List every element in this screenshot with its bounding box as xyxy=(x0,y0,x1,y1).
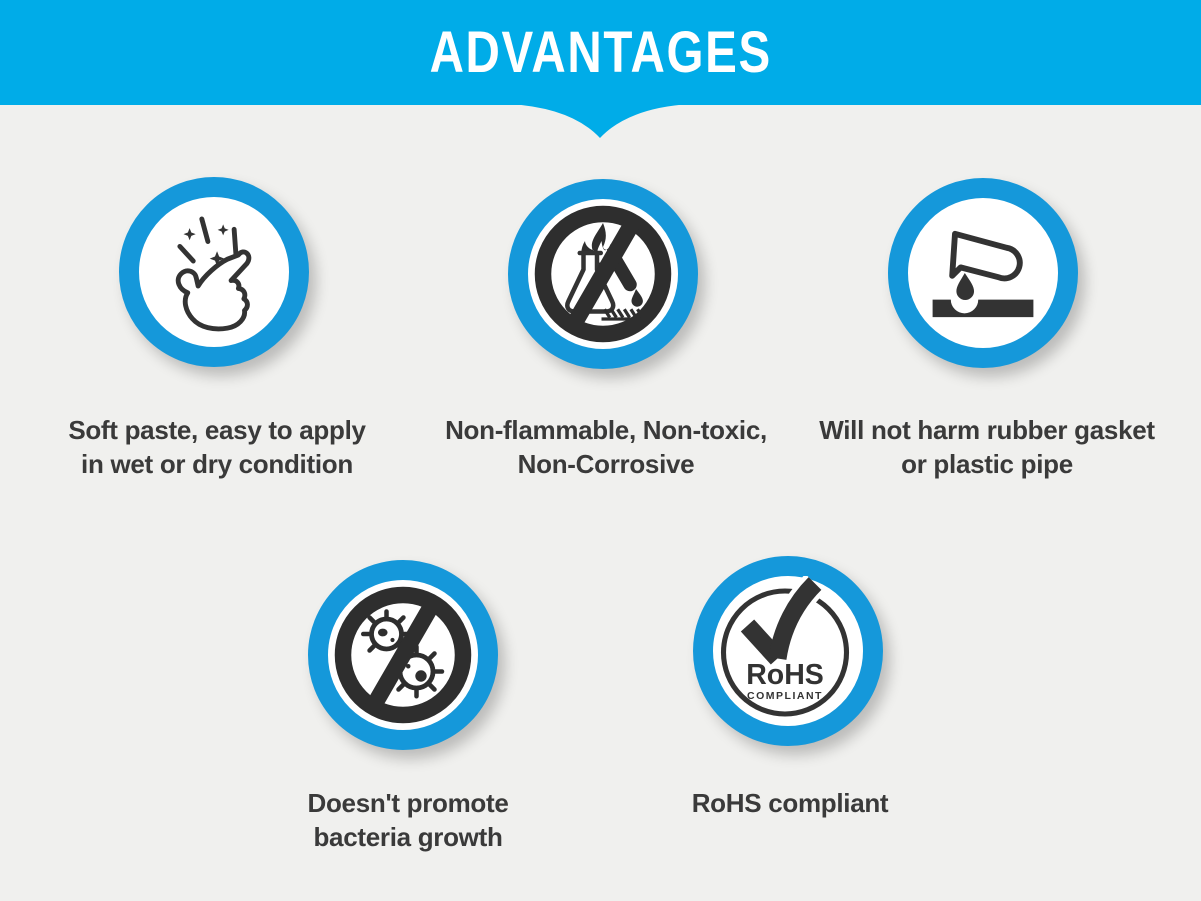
advantage-item-non-flammable xyxy=(508,179,698,369)
advantage-item-no-bacteria xyxy=(308,560,498,750)
corrosive-test-tube-icon xyxy=(913,203,1053,343)
no-flame-icon xyxy=(528,199,678,349)
snap-hand-icon xyxy=(153,211,275,333)
no-bacteria-icon xyxy=(328,580,478,730)
advantage-caption xyxy=(777,413,1197,481)
drop-shape xyxy=(956,273,974,300)
rohs-badge-title: RoHS xyxy=(746,659,824,691)
header-banner xyxy=(0,0,1201,105)
rohs-badge-subtitle: COMPLIANT xyxy=(747,690,823,702)
banner-notch-icon xyxy=(510,104,690,138)
advantage-caption xyxy=(580,786,1000,820)
sparkle-lines xyxy=(180,219,236,261)
caption-line: Non-Corrosive xyxy=(517,449,695,479)
caption-line: bacteria growth xyxy=(313,822,503,852)
caption-line: Soft paste, easy to apply xyxy=(68,415,366,445)
advantage-item-no-harm xyxy=(888,178,1078,368)
page-title: ADVANTAGES xyxy=(429,20,772,85)
caption-line: RoHS compliant xyxy=(691,788,889,818)
advantage-caption xyxy=(198,786,618,854)
caption-line: or plastic pipe xyxy=(901,449,1073,479)
caption-line: Will not harm rubber gasket xyxy=(819,415,1155,445)
advantage-item-rohs xyxy=(693,556,883,746)
pointing-hand xyxy=(178,252,249,329)
corroded-surface xyxy=(933,300,1034,318)
caption-line: in wet or dry condition xyxy=(81,449,353,479)
caption-line: Non-flammable, Non-toxic, xyxy=(445,415,767,445)
advantage-caption xyxy=(396,413,816,481)
test-tube-shape xyxy=(952,234,1020,279)
advantage-caption xyxy=(7,413,427,481)
caption-line: Doesn't promote xyxy=(307,788,509,818)
advantage-item-easy-apply xyxy=(119,177,309,367)
rohs-compliant-icon xyxy=(713,576,863,726)
